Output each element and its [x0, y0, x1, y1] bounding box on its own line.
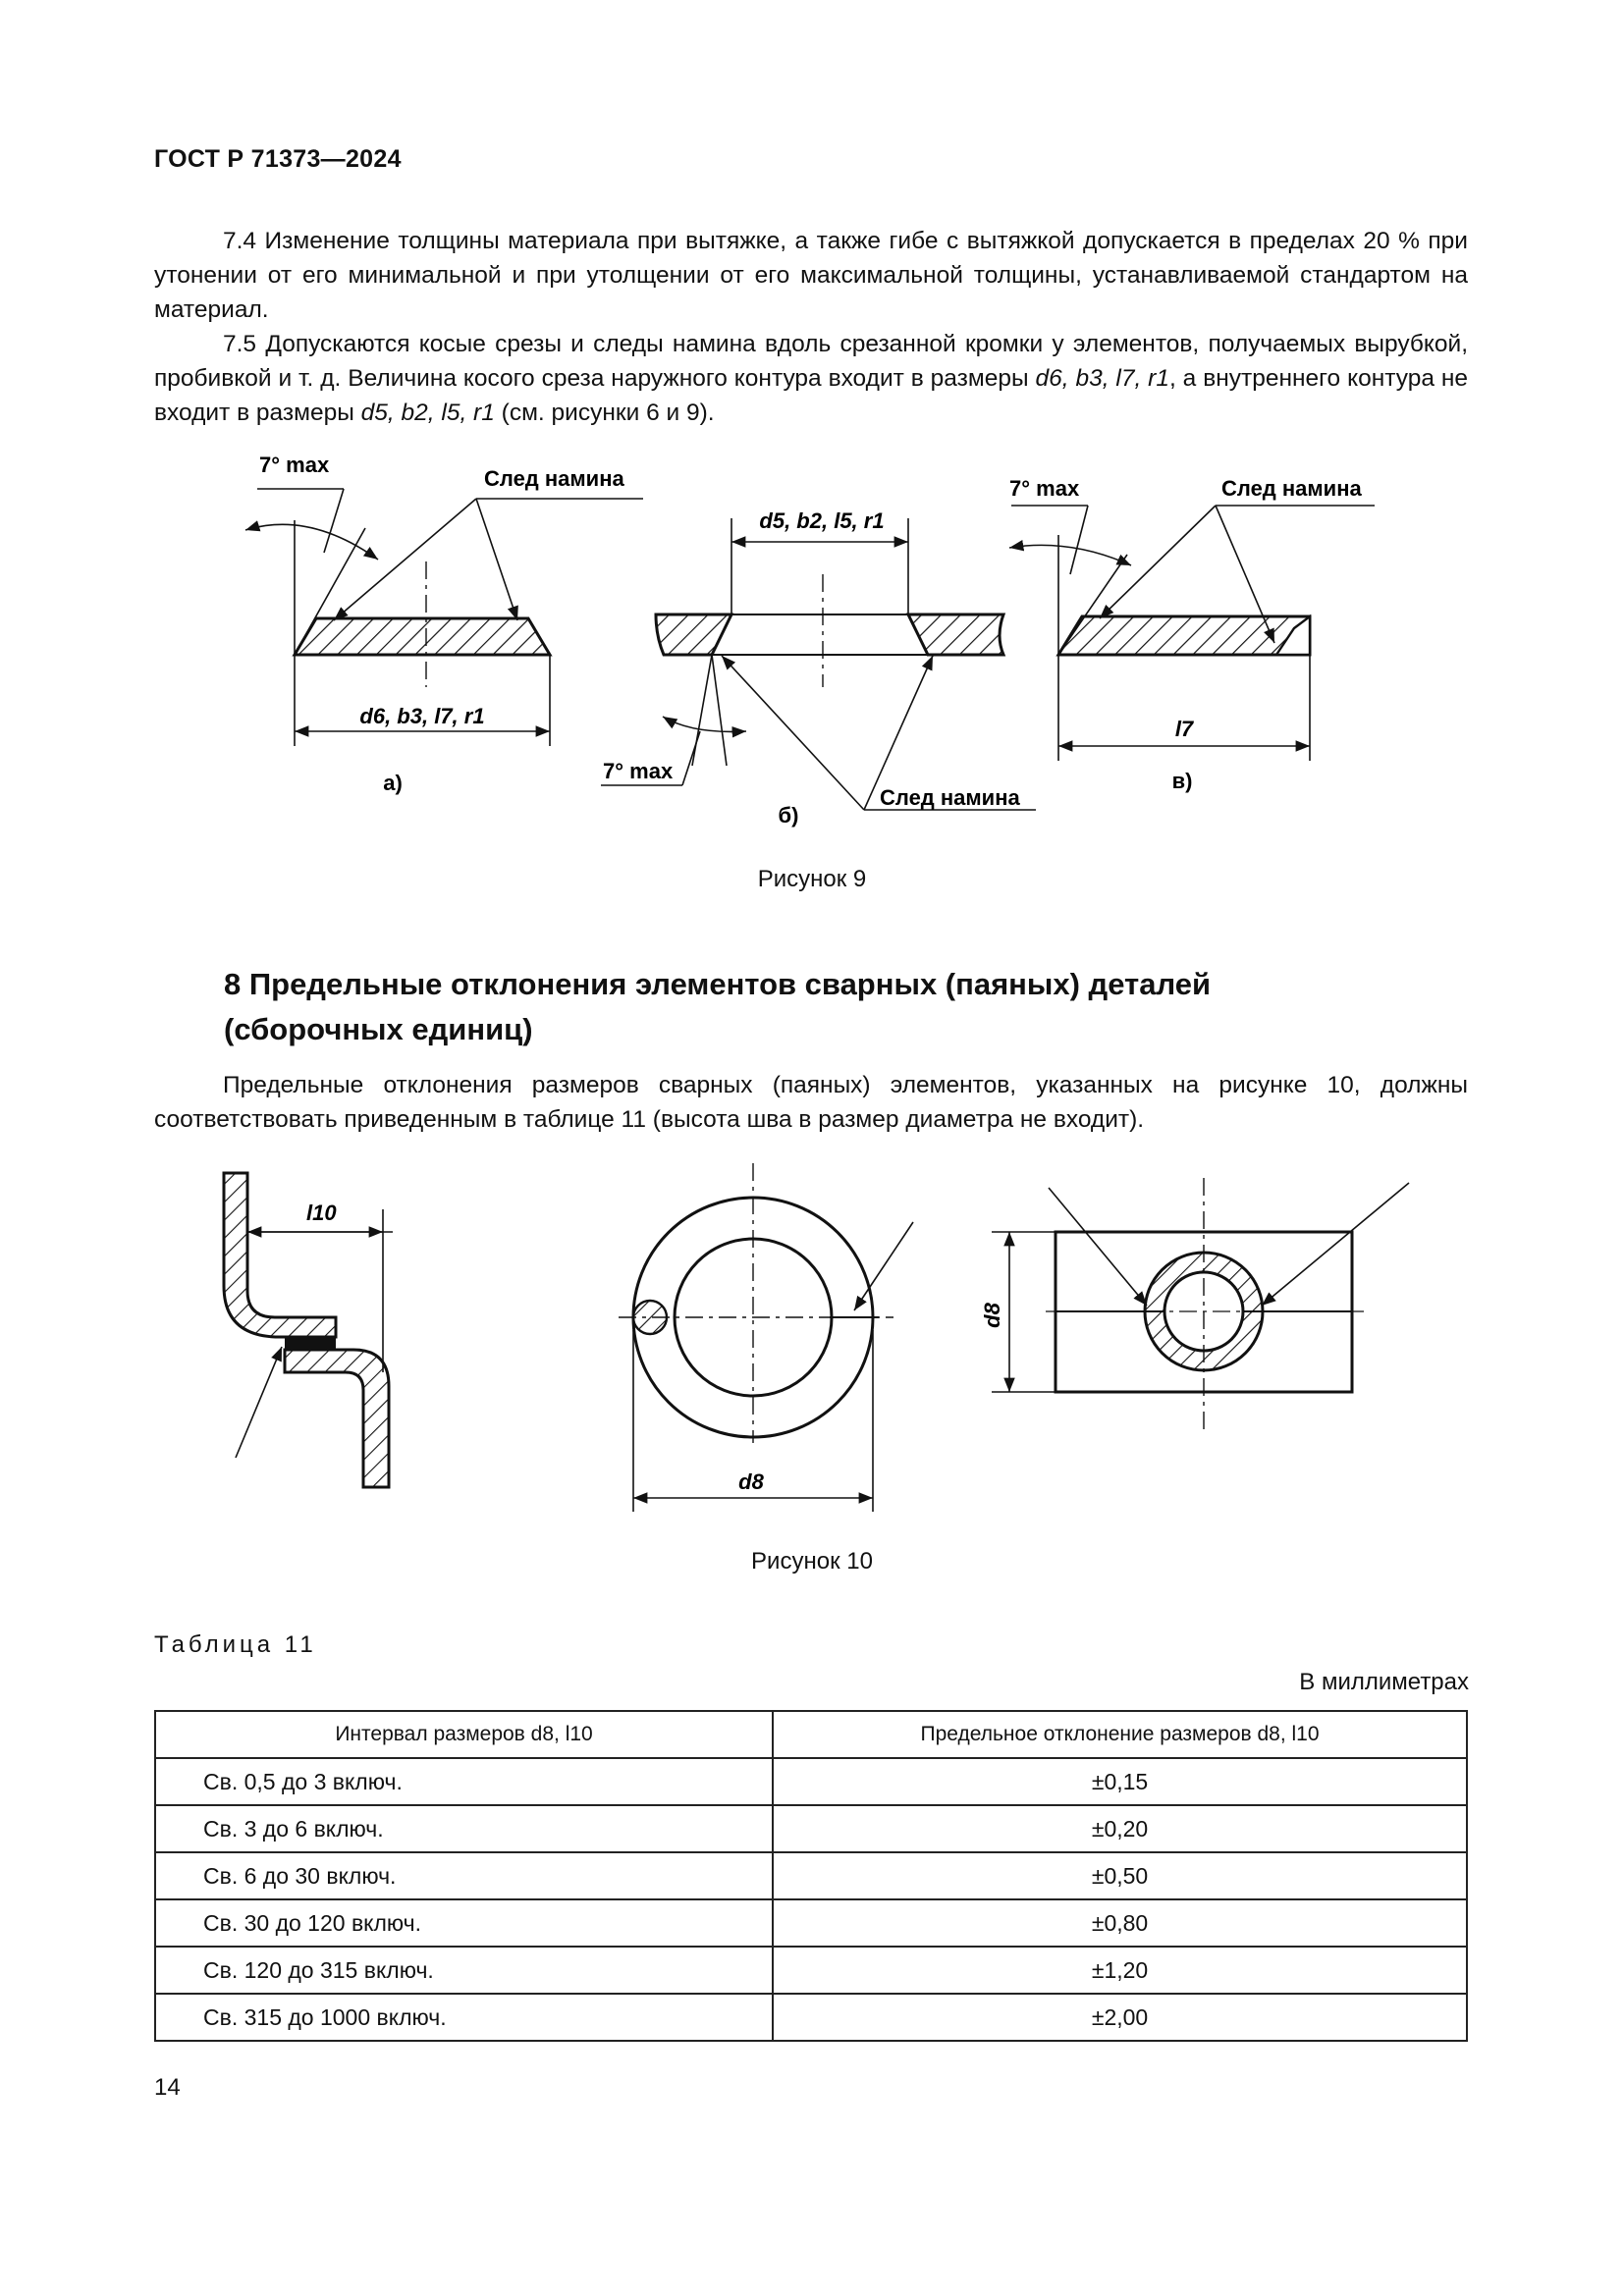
fig9b-sublabel: б)	[778, 803, 799, 828]
figure-10-ring-joint	[619, 1163, 913, 1512]
clause-7-5-text	[154, 327, 1468, 430]
fig10-l10-label: l10	[306, 1201, 337, 1225]
figure-10-caption: Рисунок 10	[751, 1548, 873, 1575]
fig9b-dim-label: d5, b2, l5, r1	[759, 508, 885, 533]
table-header-row	[155, 1711, 1467, 1758]
clause-7-5-middle: , а внутреннего контура не входит в размеры	[154, 365, 1468, 426]
clause-7-5	[154, 327, 1468, 430]
table-cell-interval: Св. 315 до 1000 включ.	[155, 1994, 773, 2041]
fig9v-sublabel: в)	[1171, 769, 1193, 793]
clause-7-4-text: 7.4 Изменение толщины материала при вытяжке, а также гибе с вытяжкой допускается в пределах 20 % при утонении от его минимальной и при утолщении от его максимальной толщины, устанавливаемой стандартом на материал.	[154, 228, 1468, 323]
fig10-d8-vertical-label: d8	[980, 1303, 1004, 1328]
fig9v-mark-label: След намина	[1221, 476, 1362, 501]
table-cell-interval: Св. 6 до 30 включ.	[155, 1852, 773, 1899]
table-11-units: В миллиметрах	[1299, 1669, 1469, 1695]
fig9a-angle-label: 7° max	[259, 453, 330, 477]
figure-10-drawing	[0, 1148, 1624, 1561]
table-cell-interval: Св. 0,5 до 3 включ.	[155, 1758, 773, 1805]
fig9v-dim-label: l7	[1174, 717, 1194, 741]
section-8-paragraph: Предельные отклонения размеров сварных (паяных) элементов, указанных на рисунке 10, должны соответствовать приведенным в таблице 11 (высота шва в размер диаметра не входит).	[154, 1072, 1468, 1133]
table-row	[155, 1947, 1467, 1994]
fig9a-sublabel: а)	[383, 771, 403, 795]
figure-9-drawing	[0, 432, 1624, 923]
fig9a-dim-label: d6, b3, l7, r1	[359, 704, 485, 728]
table-cell-interval: Св. 120 до 315 включ.	[155, 1947, 773, 1994]
table-header-interval: Интервал размеров d8, l10	[155, 1711, 773, 1758]
fig9b-angle-label: 7° max	[603, 759, 674, 783]
figure-9-caption: Рисунок 9	[757, 866, 867, 892]
fig9a-mark-label: След намина	[484, 466, 624, 491]
clause-7-5-inner-dims: d5, b2, l5, r1	[360, 400, 495, 426]
clause-7-5-outer-dims: d6, b3, l7, r1	[1035, 365, 1169, 392]
table-header-deviation: Предельное отклонение размеров d8, l10	[773, 1711, 1467, 1758]
table-row	[155, 1758, 1467, 1805]
figure-10-plate-joint	[980, 1178, 1409, 1433]
table-11-label: Таблица 11	[154, 1631, 317, 1658]
fig9b-mark-label: След намина	[880, 785, 1020, 810]
table-cell-deviation: ±0,80	[773, 1899, 1467, 1947]
table-row	[155, 1994, 1467, 2041]
table-11	[154, 1710, 1468, 2042]
table-cell-interval: Св. 3 до 6 включ.	[155, 1805, 773, 1852]
clause-7-5-tail: (см. рисунки 6 и 9).	[501, 400, 715, 426]
section-8-title: 8 Предельные отклонения элементов сварных (паяных) деталей (сборочных единиц)	[224, 967, 1212, 1046]
figure-9a	[245, 453, 643, 795]
clause-7-5-intro: 7.5 Допускаются косые срезы и следы намина вдоль срезанной кромки у элементов, получаемых вырубкой, пробивкой и т. д. Величина косого среза наружного контура входит в размеры	[154, 331, 1468, 392]
page-number: 14	[154, 2074, 181, 2101]
figure-9v	[1009, 476, 1375, 793]
fig10-d8-label: d8	[738, 1469, 764, 1494]
table-row	[155, 1852, 1467, 1899]
table-cell-deviation: ±0,20	[773, 1805, 1467, 1852]
section-8-text	[154, 1068, 1468, 1137]
table-cell-deviation: ±1,20	[773, 1947, 1467, 1994]
document-header: ГОСТ Р 71373—2024	[154, 145, 402, 173]
table-cell-deviation: ±0,50	[773, 1852, 1467, 1899]
table-cell-deviation: ±2,00	[773, 1994, 1467, 2041]
table-cell-deviation: ±0,15	[773, 1758, 1467, 1805]
table-row	[155, 1899, 1467, 1947]
figure-9b	[601, 508, 1036, 828]
table-row	[155, 1805, 1467, 1852]
clause-7-4	[154, 224, 1468, 327]
fig9v-angle-label: 7° max	[1009, 476, 1080, 501]
figure-10-lap-joint	[224, 1173, 393, 1487]
table-cell-interval: Св. 30 до 120 включ.	[155, 1899, 773, 1947]
